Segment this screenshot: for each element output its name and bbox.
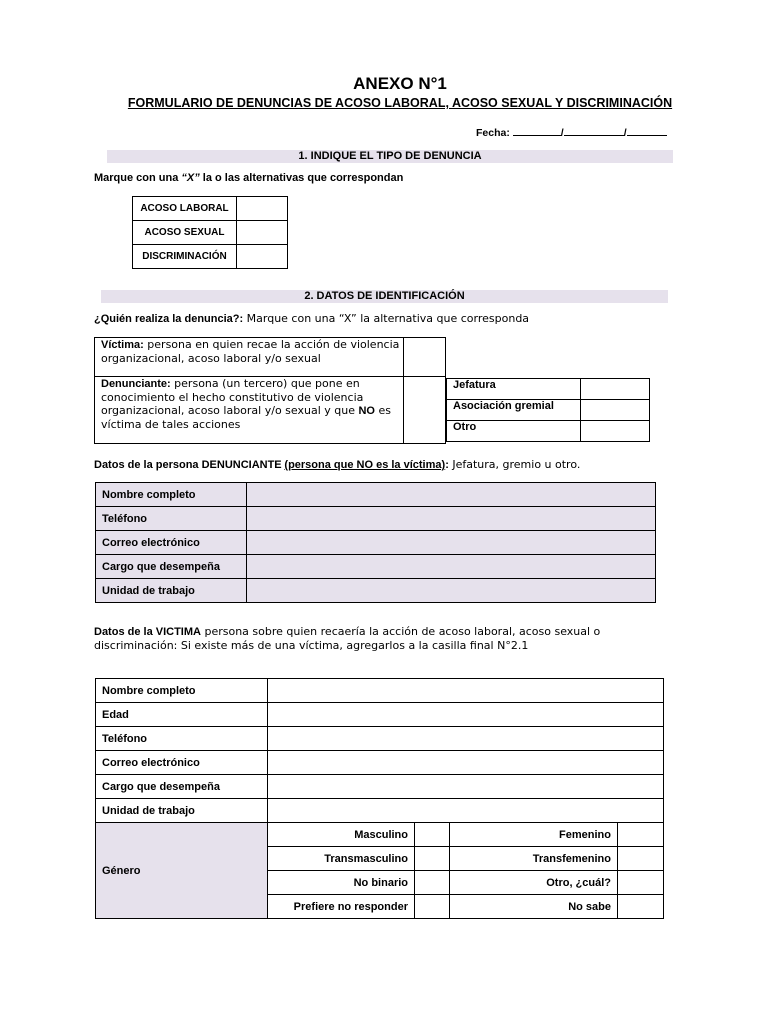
- checkbox-masculino[interactable]: [415, 823, 450, 847]
- section-2-header: 2. DATOS DE IDENTIFICACIÓN: [101, 290, 668, 303]
- field-label: Teléfono: [96, 507, 247, 531]
- section-1-instruction: Marque con una “X” la o las alternativas que correspondan: [94, 172, 404, 184]
- field-label: Teléfono: [96, 727, 268, 751]
- checkbox-victima[interactable]: [403, 338, 447, 377]
- victima-unidad-input[interactable]: [268, 799, 664, 823]
- victima-option-box: [94, 337, 446, 377]
- denunciante-row: [96, 507, 656, 531]
- complaint-type-row: [133, 245, 288, 269]
- genero-option-label: Femenino: [450, 823, 618, 847]
- checkbox-transmasculino[interactable]: [415, 847, 450, 871]
- document-title: ANEXO N°1: [353, 74, 447, 93]
- fecha-separator: /: [623, 127, 627, 139]
- denunciante-row: [96, 531, 656, 555]
- victima-row: [96, 679, 664, 703]
- victima-cargo-input[interactable]: [268, 775, 664, 799]
- section-2-question: ¿Quién realiza la denuncia?: Marque con una “X” la alternativa que corresponda: [94, 312, 530, 325]
- genero-option-label: Transmasculino: [268, 847, 415, 871]
- victima-heading: Datos de la VICTIMA persona sobre quien recaería la acción de acoso laboral, acoso sexual o discriminación: Si existe más de una víctima, agregarlos a la casilla final N°2.1: [94, 625, 601, 652]
- victima-edad-input[interactable]: [268, 703, 664, 727]
- checkbox-asociacion-gremial[interactable]: [581, 400, 650, 421]
- genero-row: [96, 823, 664, 847]
- checkbox-femenino[interactable]: [618, 823, 664, 847]
- complaint-type-label: DISCRIMINACIÓN: [133, 245, 237, 269]
- genero-option-label: Transfemenino: [450, 847, 618, 871]
- document-subtitle: FORMULARIO DE DENUNCIAS DE ACOSO LABORAL, ACOSO SEXUAL Y DISCRIMINACIÓN: [127, 96, 673, 110]
- denunciante-correo-input[interactable]: [247, 531, 656, 555]
- victima-description: Víctima: persona en quien recae la acción de violencia organizacional, acoso laboral y/o sexual: [101, 338, 400, 365]
- genero-option-label: Masculino: [268, 823, 415, 847]
- victima-row: [96, 703, 664, 727]
- third-party-label: Jefatura: [447, 379, 581, 400]
- genero-option-label: Prefiere no responder: [268, 895, 415, 919]
- denunciante-heading: Datos de la persona DENUNCIANTE (persona que NO es la víctima): Jefatura, gremio u otro.: [94, 458, 581, 471]
- checkbox-acoso-sexual[interactable]: [237, 221, 288, 245]
- third-party-label: Otro: [447, 421, 581, 442]
- victima-row: [96, 751, 664, 775]
- complaint-type-table: [132, 196, 288, 269]
- field-label: Correo electrónico: [96, 751, 268, 775]
- section-1-header: 1. INDIQUE EL TIPO DE DENUNCIA: [107, 150, 673, 163]
- field-label: Cargo que desempeña: [96, 775, 268, 799]
- checkbox-denunciante[interactable]: [403, 377, 447, 443]
- fecha-field[interactable]: [476, 124, 667, 139]
- denunciante-cargo-input[interactable]: [247, 555, 656, 579]
- denunciante-telefono-input[interactable]: [247, 507, 656, 531]
- third-party-row: [447, 379, 650, 400]
- field-label: Cargo que desempeña: [96, 555, 247, 579]
- denunciante-row: [96, 579, 656, 603]
- complaint-type-row: [133, 197, 288, 221]
- genero-option-label: No sabe: [450, 895, 618, 919]
- genero-label: Género: [96, 823, 268, 919]
- victima-row: [96, 727, 664, 751]
- fecha-day-blank[interactable]: [513, 124, 561, 136]
- fecha-separator: /: [560, 127, 564, 139]
- fecha-year-blank[interactable]: [627, 124, 667, 136]
- denunciante-row: [96, 555, 656, 579]
- field-label: Nombre completo: [96, 483, 247, 507]
- complaint-type-label: ACOSO LABORAL: [133, 197, 237, 221]
- complaint-type-row: [133, 221, 288, 245]
- genero-option-label: Otro, ¿cuál?: [450, 871, 618, 895]
- x-mark-text: “X”: [181, 172, 200, 184]
- victima-row: [96, 799, 664, 823]
- denunciante-unidad-input[interactable]: [247, 579, 656, 603]
- third-party-row: [447, 400, 650, 421]
- denunciante-row: [96, 483, 656, 507]
- third-party-table: [446, 378, 650, 442]
- checkbox-otro[interactable]: [581, 421, 650, 442]
- victima-nombre-input[interactable]: [268, 679, 664, 703]
- field-label: Unidad de trabajo: [96, 799, 268, 823]
- checkbox-acoso-laboral[interactable]: [237, 197, 288, 221]
- complaint-type-label: ACOSO SEXUAL: [133, 221, 237, 245]
- denunciante-table: [95, 482, 656, 603]
- field-label: Correo electrónico: [96, 531, 247, 555]
- checkbox-transfemenino[interactable]: [618, 847, 664, 871]
- checkbox-otro-genero[interactable]: [618, 871, 664, 895]
- denunciante-option-box: [94, 377, 446, 444]
- victima-table: [95, 678, 664, 919]
- denunciante-nombre-input[interactable]: [247, 483, 656, 507]
- denunciante-description: Denunciante: persona (un tercero) que pone en conocimiento el hecho constitutivo de violencia organizacional, acoso laboral y/o sexual y que NO es víctima de tales acciones: [101, 377, 391, 431]
- victima-telefono-input[interactable]: [268, 727, 664, 751]
- fecha-month-blank[interactable]: [564, 124, 624, 136]
- genero-option-label: No binario: [268, 871, 415, 895]
- checkbox-discriminacion[interactable]: [237, 245, 288, 269]
- checkbox-jefatura[interactable]: [581, 379, 650, 400]
- third-party-label: Asociación gremial: [447, 400, 581, 421]
- victima-row: [96, 775, 664, 799]
- field-label: Unidad de trabajo: [96, 579, 247, 603]
- third-party-row: [447, 421, 650, 442]
- checkbox-prefiere-no-responder[interactable]: [415, 895, 450, 919]
- field-label: Nombre completo: [96, 679, 268, 703]
- checkbox-no-binario[interactable]: [415, 871, 450, 895]
- checkbox-no-sabe[interactable]: [618, 895, 664, 919]
- fecha-label: Fecha:: [476, 127, 510, 139]
- victima-correo-input[interactable]: [268, 751, 664, 775]
- field-label: Edad: [96, 703, 268, 727]
